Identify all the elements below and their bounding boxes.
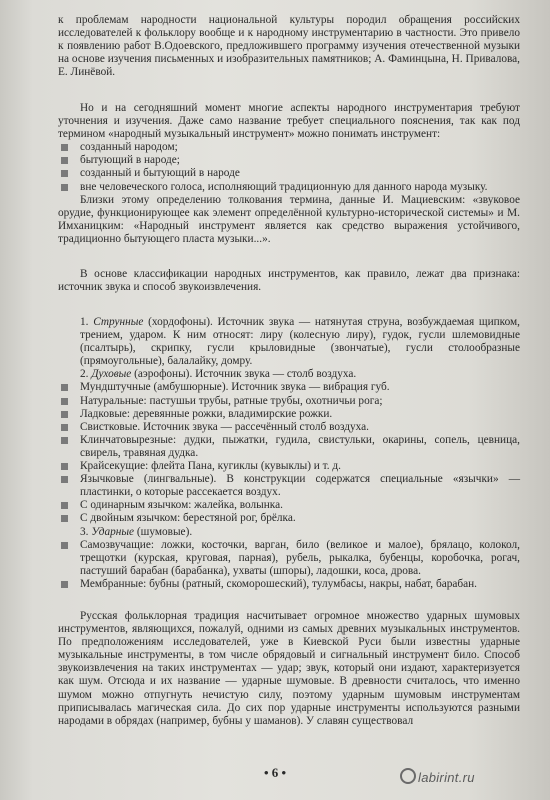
bullet-square-icon: [61, 424, 68, 431]
bullet-square-icon: [61, 411, 68, 418]
wind-list: [58, 381, 520, 525]
list-item: [58, 154, 520, 167]
paragraph-aspects: [58, 102, 520, 246]
list-item: [58, 167, 520, 180]
list-item-text: Натуральные: пастушьи трубы, ратные трубы, охотничьи рога;: [80, 394, 383, 407]
list-item-text: Мембранные: бубны (ратный, скоморошеский), тулумбасы, накры, набат, барабан.: [80, 577, 478, 590]
category-wind: [58, 368, 520, 381]
paragraph-classification: [58, 268, 520, 294]
paragraph-text: В основе классификации народных инструментов, как правило, лежат два признака: источник звука и способ звукоизвлечения.: [58, 268, 520, 294]
category-description: (аэрофоны). Источник звука — столб воздуха.: [134, 368, 357, 381]
list-item-text: Самозвучащие: ложки, косточки, варган, било (великое и малое), брялацо, колокол, трещотки (курская, круговая, парная), рубель, рыкалка, бубенцы, коробочка, рогач, пастуший барабан (барабанка), ухваты (шпоры), ладошки, коса, дрова.: [80, 538, 520, 577]
bullet-square-icon: [61, 581, 68, 588]
category-number: 3.: [80, 525, 89, 538]
paragraph-intro: [58, 14, 520, 79]
bullet-square-icon: [61, 170, 68, 177]
list-item-text: созданный народом;: [80, 141, 178, 154]
category-description: (хордофоны). Источник звука — натянутая струна, возбуждаемая щипком, трением, ударом. К ним относят: лиру (колесную лиру), гудок, гусли шлемовидные (псалтырь), скрипку, гусли крыловидные (звончатые), гусли столообразные (прямоугольные), балалайку, домру.: [80, 316, 520, 368]
list-item: [58, 499, 520, 512]
category-strings: [58, 316, 520, 368]
list-item: [58, 578, 520, 591]
list-item-text: С одинарным язычком: жалейка, волынка.: [80, 499, 283, 512]
bullet-square-icon: [61, 184, 68, 191]
paragraph-text: Близки этому определению толкования термина, данные И. Мациевским: «звуковое орудие, функционирующее как элемент определённой культурно-исторической системы» и М. Имханицким: «Народный инструмент является как средство выражения устойчивого, традиционно бытующего пласта музыки...».: [58, 193, 520, 245]
list-item: [58, 181, 520, 194]
bullet-square-icon: [61, 463, 68, 470]
classification-section: [58, 316, 520, 591]
labirint-logo-icon: [400, 768, 416, 784]
list-item-text: Мундштучные (амбушюрные). Источник звука — вибрация губ.: [80, 381, 390, 394]
category-name: Духовые: [91, 368, 132, 381]
percussion-list: [58, 539, 520, 591]
list-item: [58, 539, 520, 578]
paragraph-tradition: [58, 610, 520, 728]
list-item-text: Язычковые (лингвальные). В конструкции содержатся специальные «язычки» — пластинки, о которые рассекается воздух.: [80, 473, 520, 499]
category-name: Ударные: [91, 525, 135, 538]
bullet-square-icon: [61, 384, 68, 391]
list-item-text: бытующий в народе;: [80, 154, 180, 167]
watermark-text: labirint.ru: [418, 770, 475, 785]
category-number: 1.: [80, 316, 89, 328]
list-item: [58, 473, 520, 499]
list-item: [58, 408, 520, 421]
list-item-text: Свистковые. Источник звука — рассечённый столб воздуха.: [80, 420, 369, 433]
list-item: [58, 460, 520, 473]
paragraph-text: Русская фольклорная традиция насчитывает огромное множество ударных шумовых инструментов, являющихся, пожалуй, одними из самых древних музыкальных инструментов. По предположениям исследователей, уже в Киевской Руси были известны ударные музыкальные инструменты, в том числе обрядовый и сигнальный инструмент било. Способ звукоизвлечения на таких инструментах — удар; звук, который они издают, характеризуется как шум. Отсюда и их название — ударные шумовые. В древности считалось, что именно шумом можно отпугнуть нечистую силу, поэтому ударным шумовым инструментам приписывалась магическая сила. До сих пор ударные инструменты используются разными народами в обрядах (например, бубны у шаманов). У славян существовал: [58, 610, 520, 727]
definition-list: [58, 141, 520, 193]
list-item-text: созданный и бытующий в народе: [80, 167, 240, 180]
page-number: • 6 •: [263, 765, 287, 780]
list-item-text: Крайсекущие: флейта Пана, кугиклы (кувыклы) и т. д.: [80, 460, 341, 473]
bullet-square-icon: [61, 437, 68, 444]
category-number: 2.: [80, 368, 89, 381]
list-item: [58, 141, 520, 154]
bullet-square-icon: [61, 502, 68, 509]
list-item: [58, 421, 520, 434]
list-item: [58, 434, 520, 460]
list-item: [58, 512, 520, 525]
bullet-square-icon: [61, 515, 68, 522]
list-item: [58, 381, 520, 394]
watermark: [400, 768, 475, 784]
category-name: Струнные: [93, 316, 144, 328]
paragraph-text: к проблемам народности национальной культуры породил обращения российских исследователей к фольклору вообще и к народному инструментарию в частности. Это привело к появлению работ В.Одоевского, предложившего программу изучения отечественной музыки на основе изучения письменных и изобразительных памятников; А. Фаминцына, Н. Привалова, Е. Линёвой.: [58, 14, 520, 79]
bullet-square-icon: [61, 144, 68, 151]
category-percussion: [58, 526, 520, 539]
list-item-text: Ладковые: деревянные рожки, владимирские рожки.: [80, 407, 333, 420]
bullet-square-icon: [61, 398, 68, 405]
list-item-text: С двойным язычком: берестяной рог, брёлка.: [80, 512, 296, 525]
bullet-square-icon: [61, 542, 68, 549]
bullet-square-icon: [61, 476, 68, 483]
list-item-text: вне человеческого голоса, исполняющий традиционную для данного народа музыку.: [80, 180, 488, 193]
category-description: (шумовые).: [136, 525, 193, 538]
bullet-square-icon: [61, 157, 68, 164]
paragraph-text: Но и на сегодняшний момент многие аспекты народного инструментария требуют уточнения и изучения. Даже само название требует специального пояснения, так как под термином «народный музыкальный инструмент» можно понимать инструмент:: [58, 102, 520, 141]
list-item: [58, 395, 520, 408]
list-item-text: Клинчатовырезные: дудки, пыжатки, гудила, свистульки, окарины, сопель, цевница, свирель, тpавяная дудка.: [80, 433, 520, 459]
